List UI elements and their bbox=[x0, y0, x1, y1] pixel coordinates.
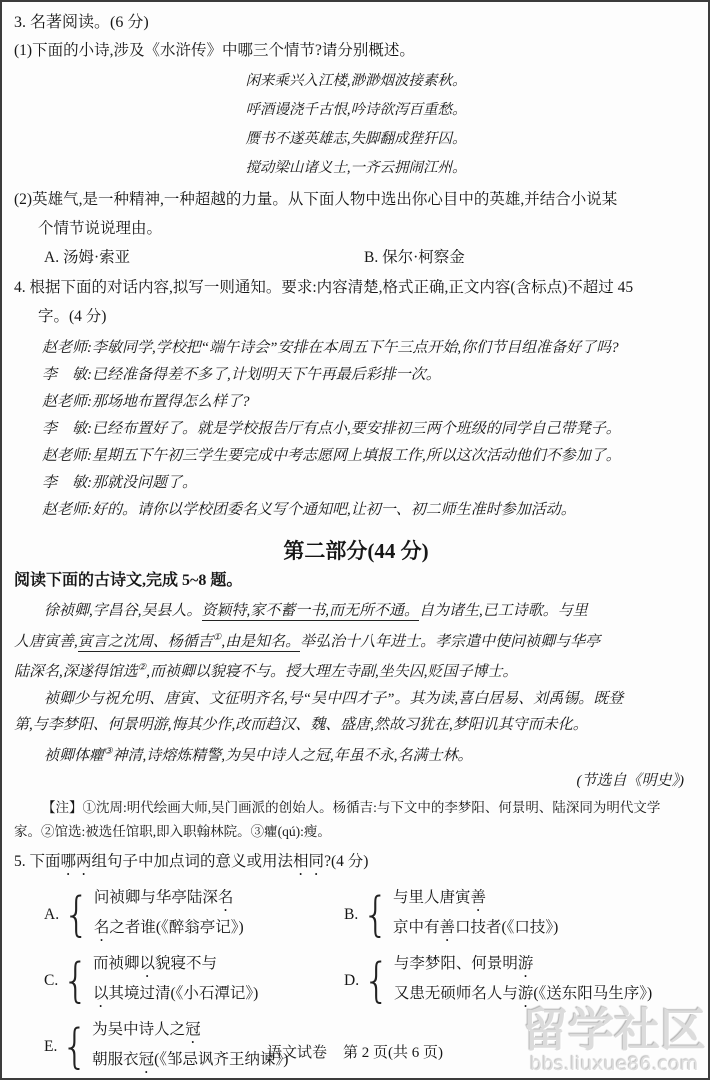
dialogue-line: 李 敏:已经准备得差不多了,计划明天下午再最后彩排一次。 bbox=[42, 367, 441, 383]
option-text: 而祯卿 bbox=[92, 955, 140, 972]
option-lines bbox=[394, 951, 652, 1011]
option-text: 口技者(《口技》) bbox=[454, 919, 559, 936]
dialogue-line: 赵老师:好的。请你以学校团委名义写个通知吧,让初一、初二师生准时参加活动。 bbox=[42, 502, 576, 518]
option-text: 貌寝不与 bbox=[154, 955, 217, 972]
option-text: 之者谁(《醉翁亭记》) bbox=[109, 919, 244, 936]
footnote-ref-3: ③ bbox=[104, 746, 113, 757]
passage-line: 第,与李梦阳、何景明游,悔其少作,改而趋汉、魏、盛唐,然故习犹在,梦阳讥其守而未化。 bbox=[14, 717, 588, 733]
passage-text: 祯卿体癯 bbox=[44, 747, 105, 764]
emphasized-text: 冠 bbox=[138, 1051, 155, 1068]
passage-source: (节选自《明史》) bbox=[576, 773, 684, 789]
emphasized-text: 善 bbox=[439, 919, 455, 936]
choice-pavel-korchagin: B. 保尔·柯察金 bbox=[364, 249, 465, 266]
dialogue-line: 赵老师:星期五下午初三学生要完成中考志愿网上填报工作,所以这次活动他们不参加了。 bbox=[42, 448, 621, 464]
option-label: B. bbox=[344, 906, 359, 923]
option-sentence bbox=[393, 915, 558, 945]
option-text: (《送东阳马生序》) bbox=[533, 985, 653, 1002]
part2-instruction: 阅读下面的古诗文,完成 5~8 题。 bbox=[14, 572, 243, 589]
options-row-ab bbox=[14, 885, 698, 945]
question-3-part1-prompt: (1)下面的小诗,涉及《水浒传》中哪三个情节?请分别概述。 bbox=[14, 42, 415, 59]
option-a bbox=[14, 885, 344, 945]
option-text: 与里人唐寅 bbox=[392, 889, 471, 906]
page-content bbox=[2, 2, 708, 1077]
poem-block bbox=[14, 67, 698, 183]
brace-icon: { bbox=[61, 1019, 89, 1074]
brace-icon: { bbox=[362, 887, 389, 942]
option-text: 与李梦阳、何景明 bbox=[393, 955, 518, 972]
option-label: A. bbox=[44, 906, 60, 923]
brace-icon: { bbox=[63, 887, 90, 942]
emphasized-text: 相同 bbox=[293, 853, 325, 870]
poem-line: 赝书不遂英雄志,失脚翻成狴犴囚。 bbox=[245, 131, 467, 147]
stem-text: 组句子中加点词的意义或用法 bbox=[91, 853, 294, 870]
dialogue-block bbox=[14, 335, 698, 524]
emphasized-text: 名 bbox=[93, 919, 110, 936]
passage-line bbox=[14, 625, 698, 656]
option-d bbox=[344, 951, 652, 1011]
question-4-prompt-line1: 4. 根据下面的对话内容,拟写一则通知。要求:内容清楚,格式正确,正文内容(含标点)不超过 45 bbox=[14, 279, 634, 296]
question-5-stem bbox=[14, 848, 698, 879]
poem-line: 呼酒谩浇千古恨,吟诗欲泻百重愁。 bbox=[245, 102, 467, 118]
underlined-text: 资颖特,家不蓄一书,而无所不通。 bbox=[201, 603, 420, 619]
passage-line bbox=[14, 655, 698, 686]
option-label: D. bbox=[344, 972, 360, 989]
classical-passage bbox=[14, 598, 698, 769]
option-text: 其境过清(《小石潭记》) bbox=[108, 985, 259, 1002]
question-3-part2-prompt-line2: 个情节说说理由。 bbox=[38, 220, 163, 237]
option-label: C. bbox=[44, 972, 59, 989]
brace-icon: { bbox=[363, 953, 390, 1008]
choice-tom-sawyer: A. 汤姆·索亚 bbox=[44, 249, 131, 266]
passage-text: 寅言之沈周、杨循吉 bbox=[77, 633, 213, 650]
emphasized-text: 哪两 bbox=[60, 853, 92, 870]
passage-text: ,由是知名。 bbox=[221, 633, 301, 650]
part2-title: 第二部分(44 分) bbox=[283, 539, 429, 563]
option-sentence bbox=[393, 885, 558, 915]
option-sentence bbox=[394, 951, 652, 981]
passage-text: 神清,诗熔炼精警,为吴中诗人之冠,年虽不永,名满士林。 bbox=[112, 747, 473, 764]
passage-text: 举弘治十八年进士。孝宗遣中使问祯卿与华亭 bbox=[300, 633, 601, 650]
option-text: 京中有 bbox=[392, 919, 440, 936]
watermark bbox=[522, 1003, 706, 1075]
options-row-cd bbox=[14, 951, 698, 1011]
passage-text: ,而祯卿以貌寝不与。授大理左寺副,坐失囚,贬国子博士。 bbox=[146, 664, 518, 680]
dialogue-line: 李 敏:那就没问题了。 bbox=[42, 475, 197, 491]
dialogue-line: 赵老师:李敏同学,学校把“端午诗会”安排在本周五下午三点开始,你们节目组准备好了吗? bbox=[42, 340, 619, 356]
watermark-url: bbs.liuxue86.com bbox=[529, 1053, 699, 1075]
passage-text: 人唐寅善, bbox=[14, 633, 78, 650]
footnote-ref-1: ① bbox=[212, 632, 222, 643]
option-lines bbox=[393, 885, 558, 945]
poem-line: 闲来乘兴入江楼,渺渺烟波接素秋。 bbox=[245, 73, 467, 89]
emphasized-text: 游 bbox=[517, 955, 534, 972]
question-3-part2-prompt-line1: (2)英雄气,是一种精神,一种超越的力量。从下面人物中选出你心目中的英雄,并结合小说某 bbox=[14, 191, 618, 208]
passage-text: 徐祯卿,字昌谷,吴县人。 bbox=[44, 603, 202, 619]
option-b bbox=[344, 885, 558, 945]
emphasized-text: 善 bbox=[470, 889, 486, 906]
passage-line: 祯卿少与祝允明、唐寅、文征明齐名,号“吴中四才子”。其为读,喜白居易、刘禹锡。既登 bbox=[44, 690, 624, 707]
stem-text: ?(4 分) bbox=[324, 853, 369, 870]
option-sentence bbox=[93, 981, 258, 1011]
question-3-title: 3. 名著阅读。(6 分) bbox=[14, 14, 149, 31]
option-c bbox=[14, 951, 344, 1011]
footer-page-number: 第 2 页(共 6 页) bbox=[343, 1045, 443, 1061]
question-4-prompt-line2: 字。(4 分) bbox=[38, 308, 107, 325]
option-text: 问祯卿与华亭陆深 bbox=[93, 889, 218, 906]
option-text: (《邹忌讽齐王纳谏》) bbox=[154, 1051, 289, 1068]
emphasized-text: 名 bbox=[217, 889, 234, 906]
passage-text: 陆深名,深遂得馆选 bbox=[14, 664, 138, 680]
option-text: 朝服衣 bbox=[92, 1051, 139, 1068]
dialogue-line: 李 敏:已经布置好了。就是学校报告厅有点小,要安排初三两个班级的同学自己带凳子。 bbox=[42, 421, 621, 437]
underlined-text bbox=[78, 634, 300, 652]
footer-paper-name: 语文试卷 bbox=[266, 1045, 327, 1061]
question-3-choices bbox=[14, 243, 698, 273]
passage-text: 自为诸生,已工诗歌。与里 bbox=[419, 603, 588, 619]
option-sentence bbox=[93, 951, 258, 981]
watermark-title: 留学社区 bbox=[522, 1003, 706, 1057]
footnote-line: 家。②馆选:被选任馆职,即入职翰林院。③癯(qú):瘦。 bbox=[14, 824, 331, 839]
option-sentence bbox=[94, 915, 244, 945]
emphasized-text: 冠 bbox=[185, 1021, 201, 1038]
footnotes-block bbox=[14, 796, 698, 844]
emphasized-text: 游 bbox=[517, 985, 534, 1002]
option-label: E. bbox=[44, 1038, 58, 1055]
stem-text: 5. 下面 bbox=[14, 853, 61, 870]
option-lines bbox=[93, 951, 258, 1011]
footnote-ref-2: ② bbox=[137, 663, 147, 673]
option-text: 又患无硕师名人与 bbox=[393, 985, 518, 1002]
option-sentence bbox=[94, 885, 244, 915]
emphasized-text: 以 bbox=[139, 955, 155, 972]
dialogue-line: 赵老师:那场地布置得怎么样了? bbox=[42, 394, 250, 410]
passage-line bbox=[14, 598, 698, 625]
poem-line: 搅动梁山诸义士,一齐云拥闹江州。 bbox=[245, 160, 467, 176]
option-lines bbox=[94, 885, 244, 945]
footnote-line: 【注】①沈周:明代绘画大师,吴门画派的创始人。杨循吉:与下文中的李梦阳、何景明、陆深同为明代文学 bbox=[42, 800, 661, 815]
emphasized-text: 以 bbox=[92, 985, 109, 1002]
option-text: 为吴中诗人之 bbox=[92, 1021, 186, 1038]
brace-icon: { bbox=[62, 953, 89, 1008]
passage-line bbox=[14, 739, 698, 770]
